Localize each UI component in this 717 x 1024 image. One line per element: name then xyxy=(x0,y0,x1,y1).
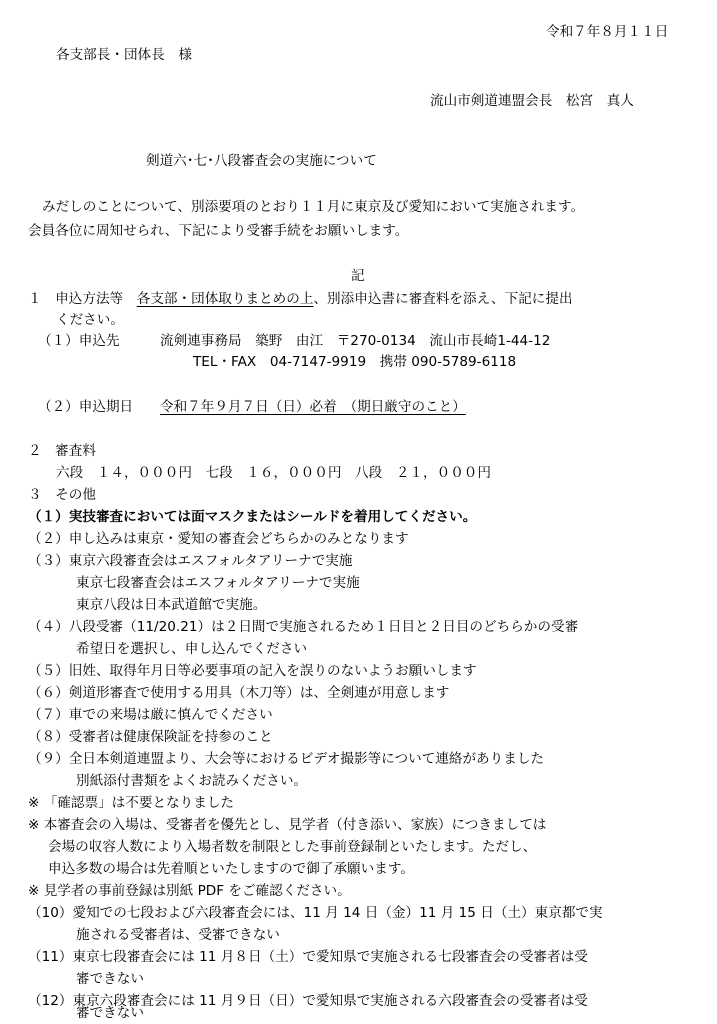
deadline-label: （２）申込期日 xyxy=(38,399,134,415)
item-5: （５）旧姓、取得年月日等必要事項の記入を誤りのないようお願いします xyxy=(28,663,477,679)
section-1-heading xyxy=(28,289,573,309)
item-3-line-1: （３）東京六段審査会はエスフォルタアリーナで実施 xyxy=(28,553,353,569)
document-title: 剣道六･七･八段審査会の実施について xyxy=(146,153,377,169)
item-12-line-1: （12）東京六段審査会には 11 月９日（日）で愛知県で実施される六段審査会の受審者は受 xyxy=(28,993,588,1009)
intro-line-2: 会員各位に周知せられ、下記により受審手続をお願いします。 xyxy=(28,223,409,239)
note-2-line-1: ※ 本審査会の入場は、受審者を優先とし、見学者（付き添い、家族）につきましては xyxy=(28,817,547,833)
ki-marker: 記 xyxy=(351,268,365,284)
item-9-line-1: （９）全日本剣道連盟より、大会等におけるビデオ撮影等について連絡がありました xyxy=(28,751,545,767)
item-11-line-1: （11）東京七段審査会には 11 月８日（土）で愛知県で実施される七段審査会の受審者は受 xyxy=(28,949,588,965)
item-1: （１）実技審査においては面マスクまたはシールドを着用してください。 xyxy=(28,509,477,525)
intro-line-1: みだしのことについて、別添要項のとおり１１月に東京及び愛知において実施されます。 xyxy=(42,199,585,215)
note-3: ※ 見学者の事前登録は別紙 PDF をご確認ください。 xyxy=(28,883,351,899)
item-6: （６）剣道形審査で使用する用具（木刀等）は、全剣連が用意します xyxy=(28,685,450,701)
item-10-line-2: 施される受審者は、受審できない xyxy=(76,927,280,943)
section-2-heading: ２ 審査料 xyxy=(28,443,96,459)
section-3-heading: ３ その他 xyxy=(28,487,96,503)
item-10-line-1: （10）愛知での七段および六段審査会には、11 月 14 日（金）11 月 15 日（土）東京都で実 xyxy=(28,905,603,921)
item-9-line-2: 別紙添付書類をよくお読みください。 xyxy=(76,773,308,789)
note-1: ※ 「確認票」は不要となりました xyxy=(28,795,235,811)
addressee: 各支部長・団体長 様 xyxy=(56,47,192,63)
section-1-rest: 、別添申込書に審査料を添え、下記に提出 xyxy=(313,291,573,307)
section-1-emphasis: 各支部・団体取りまとめの上 xyxy=(136,291,314,307)
deadline-value: 令和７年９月７日（日）必着 （期日厳守のこと） xyxy=(160,399,466,415)
item-2: （２）申し込みは東京・愛知の審査会どちらかのみとなります xyxy=(28,531,409,547)
destination-line-1: 流剣連事務局 築野 由江 〒270-0134 流山市長崎1-44-12 xyxy=(160,333,551,349)
issue-date: 令和７年８月１１日 xyxy=(546,24,669,40)
item-3-line-3: 東京八段は日本武道館で実施。 xyxy=(76,597,267,613)
item-4-line-1: （４）八段受審（11/20.21）は２日間で実施されるため１日目と２日目のどちらかの受審 xyxy=(28,619,579,635)
sender: 流山市剣道連盟会長 松宮 真人 xyxy=(430,93,634,109)
section-1-heading-cont: ください。 xyxy=(56,312,124,328)
section-1-prefix: １ 申込方法等 xyxy=(28,291,137,307)
fee-list: 六段 １４，０００円 七段 １６，０００円 八段 ２１，０００円 xyxy=(56,465,491,481)
item-7: （７）車での来場は厳に慎んでください xyxy=(28,707,273,723)
destination-line-2: TEL・FAX 04-7147-9919 携帯 090-5789-6118 xyxy=(193,354,517,370)
note-2-line-3: 申込多数の場合は先着順といたしますので御了承願います。 xyxy=(48,861,414,877)
item-11-line-2: 審できない xyxy=(76,971,144,987)
note-2-line-2: 会場の収容人数により入場者数を制限とした事前登録制といたします。ただし、 xyxy=(48,839,537,855)
item-12-line-2: 審できない xyxy=(76,1005,144,1021)
item-8: （８）受審者は健康保険証を持参のこと xyxy=(28,729,273,745)
item-3-line-2: 東京七段審査会はエスフォルタアリーナで実施 xyxy=(76,575,360,591)
destination-label: （１）申込先 xyxy=(38,333,120,349)
item-4-line-2: 希望日を選択し、申し込んでください xyxy=(76,641,308,657)
